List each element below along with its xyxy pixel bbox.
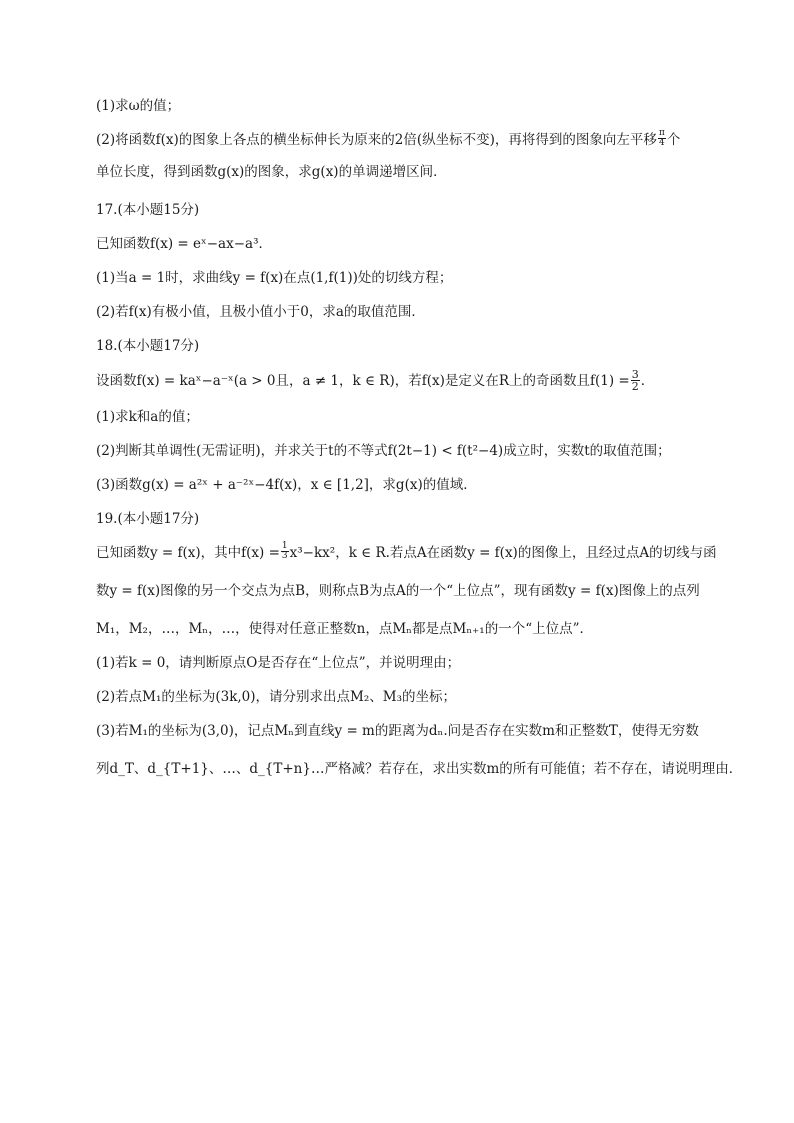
q19-part2: (2)若点M₁的坐标为(3k,0)，请分别求出点M₂、M₃的坐标； [96, 689, 457, 705]
q18-frac-num: 3 [631, 368, 639, 381]
q19-heading: 19.(本小题17分) [96, 511, 200, 527]
q16-part2-cont: 单位长度，得到函数g(x)的图象，求g(x)的单调递增区间． [96, 164, 447, 180]
q16-frac-den: 4 [658, 138, 665, 148]
q18-part3: (3)函数g(x) = a²ˣ + a⁻²ˣ−4f(x)，x ∈ [1,2]，求g(x)的值域． [96, 477, 477, 493]
q18-stem-text-a: 设函数f(x) = kaˣ−a⁻ˣ(a > 0且，a ≠ 1，k ∈ R)，若f(x)是定义在R上的奇函数且f(1) = [96, 373, 630, 389]
exam-page [96, 96, 743, 779]
q19-frac-num: 1 [281, 541, 288, 551]
q16-part2 [96, 130, 706, 150]
q17-part1: (1)当a = 1时，求曲线y = f(x)在点(1,f(1))处的切线方程； [96, 270, 453, 286]
q19-part3-line2: 列d_T、d_{T+1}、…、d_{T+n}…严格减？若存在，求出实数m的所有可能值；若不存在，请说明理由． [96, 761, 743, 777]
q17-heading: 17.(本小题15分) [96, 202, 200, 218]
q16-part2-fraction [658, 129, 666, 148]
q18-part2: (2)判断其单调性(无需证明)，并求关于t的不等式f(2t−1) < f(t²−4)成立时，实数t的取值范围； [96, 443, 671, 459]
q18-frac-den: 2 [631, 380, 639, 393]
q18-stem [96, 370, 706, 393]
q16-part2-text-b: 个 [666, 132, 681, 148]
q17-stem: 已知函数f(x) = eˣ−ax−a³． [96, 236, 272, 252]
q19-stem-fraction [281, 542, 289, 561]
q17-part2: (2)若f(x)有极小值，且极小值小于0，求a的取值范围． [96, 304, 425, 320]
q19-part3-line1: (3)若M₁的坐标为(3,0)，记点Mₙ到直线y = m的距离为dₙ.问是否存在实数m和正整数T，使得无穷数 [96, 723, 699, 739]
q19-stem-line2: 数y = f(x)图像的另一个交点为点B，则称点B为点A的一个“上位点”，现有函数y = f(x)图像上的点列 [96, 583, 700, 599]
q19-stem-text-b: x³−kx²，k ∈ R.若点A在函数y = f(x)的图像上，且经过点A的切线与函 [289, 545, 717, 561]
q19-stem-line3: M₁，M₂，…，Mₙ，…，使得对任意正整数n，点Mₙ都是点Mₙ₊₁的一个“上位点”． [96, 621, 593, 637]
q18-heading: 18.(本小题17分) [96, 338, 200, 354]
q19-part1: (1)若k = 0，请判断原点O是否存在“上位点”，并说明理由； [96, 655, 461, 671]
q16-frac-num: π [658, 128, 665, 138]
q18-stem-text-b: ． [640, 373, 655, 389]
q16-part2-text-a: (2)将函数f(x)的图象上各点的横坐标伸长为原来的2倍(纵坐标不变)，再将得到的图象向左平移 [96, 132, 657, 148]
q18-stem-fraction [631, 369, 640, 392]
q18-part1: (1)求k和a的值； [96, 409, 199, 425]
q19-frac-den: 3 [281, 551, 288, 561]
q16-part1: (1)求ω的值； [96, 98, 181, 114]
q19-stem-line1 [96, 541, 717, 563]
q19-stem-text-a: 已知函数y = f(x)，其中f(x) = [96, 545, 280, 561]
